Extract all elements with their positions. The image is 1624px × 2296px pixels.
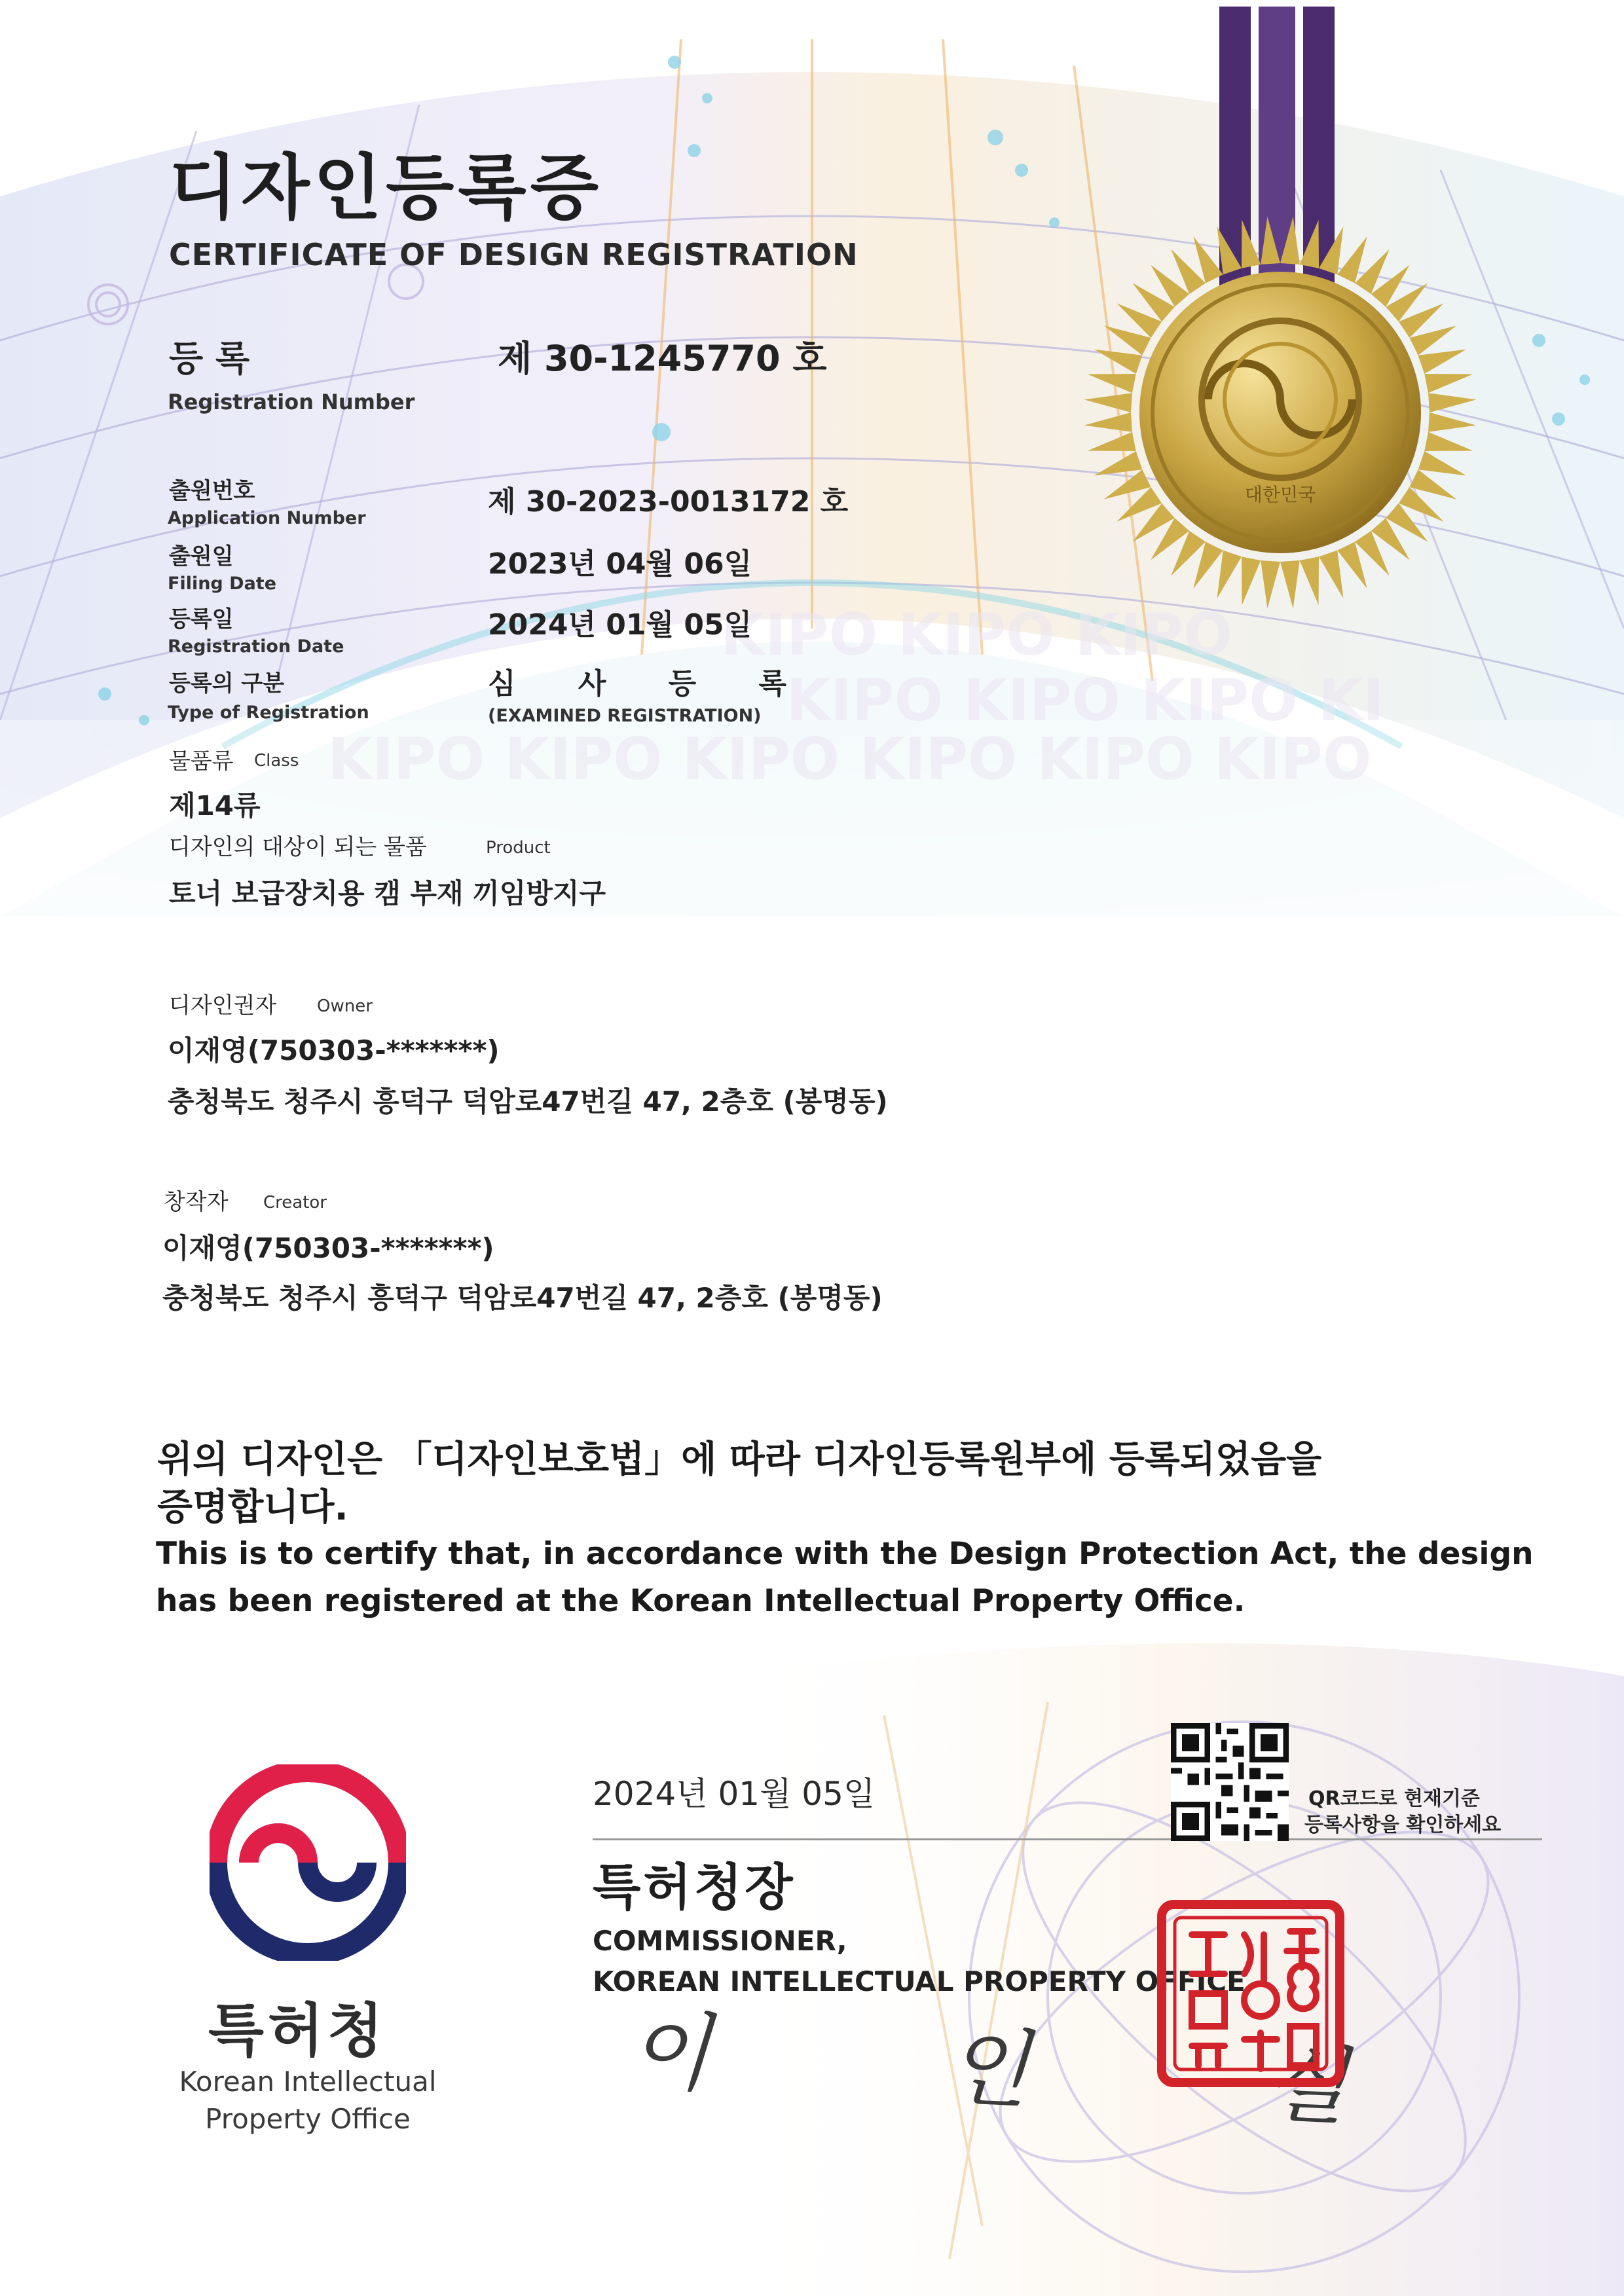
owner-address: 충청북도 청주시 흥덕구 덕암로47번길 47, 2층호 (봉명동) bbox=[168, 1085, 888, 1118]
certificate-title: 디자인등록증 bbox=[169, 147, 602, 229]
owner-label-en: Owner bbox=[317, 996, 373, 1016]
product-label: 디자인의 대상이 되는 물품 bbox=[169, 834, 427, 860]
class-value: 제14류 bbox=[169, 790, 261, 822]
qr-note-line1: QR코드로 현재기준 bbox=[1308, 1787, 1480, 1810]
issue-date: 2024년 01월 05일 bbox=[593, 1775, 876, 1813]
class-label-en: Class bbox=[254, 751, 299, 771]
filing-date: 2023년 04월 06일 bbox=[488, 547, 752, 581]
commissioner-title-ko: 특허청장 bbox=[593, 1858, 796, 1916]
application-number: 제 30-2023-0013172 호 bbox=[488, 485, 849, 519]
certification-ko-line2: 증명합니다. bbox=[157, 1486, 348, 1529]
gold-medal-seal bbox=[1077, 210, 1483, 615]
commissioner-title-en-line1: COMMISSIONER, bbox=[593, 1925, 847, 1957]
commissioner-signature: 이 인 실 bbox=[626, 2000, 1455, 2143]
creator-address: 충청북도 청주시 흥덕구 덕암로47번길 47, 2층호 (봉명동) bbox=[162, 1282, 883, 1314]
kipo-logo-icon bbox=[210, 1764, 406, 1961]
type-label: 등록의 구분 bbox=[169, 670, 285, 697]
qr-note-line2: 등록사항을 확인하세요 bbox=[1304, 1813, 1502, 1836]
medal-text: 대한민국 bbox=[1244, 484, 1316, 505]
certificate-subtitle: CERTIFICATE OF DESIGN REGISTRATION bbox=[169, 237, 858, 272]
svg-text:KIPO KIPO KIPO KI: KIPO KIPO KIPO KI bbox=[786, 666, 1384, 734]
application-label-en: Application Number bbox=[168, 508, 366, 528]
type-label-en: Type of Registration bbox=[168, 702, 369, 723]
official-red-seal bbox=[1153, 1895, 1349, 2092]
type-value: 심 사 등 록 bbox=[488, 667, 813, 701]
filing-label: 출원일 bbox=[169, 543, 234, 570]
certification-en-line1: This is to certify that, in accordance with the Design Protection Act, the design bbox=[156, 1536, 1534, 1572]
creator-label: 창작자 bbox=[164, 1189, 229, 1215]
registration-label: 등 록 bbox=[169, 338, 250, 379]
owner-name: 이재영(750303-*******) bbox=[168, 1034, 500, 1066]
certification-en-line2: has been registered at the Korean Intellectual Property Office. bbox=[156, 1583, 1246, 1619]
creator-label-en: Creator bbox=[263, 1193, 327, 1212]
type-value-en: (EXAMINED REGISTRATION) bbox=[488, 706, 762, 726]
divider-line bbox=[593, 1838, 1542, 1840]
product-value: 토너 보급장치용 캠 부재 끼임방지구 bbox=[169, 877, 606, 909]
commissioner-title-en-line2: KOREAN INTELLECTUAL PROPERTY OFFICE bbox=[593, 1965, 1246, 1997]
logo-english-line1: Korean Intellectual bbox=[179, 2066, 437, 2098]
registration-date: 2024년 01월 05일 bbox=[488, 608, 752, 642]
qr-code-icon bbox=[1171, 1723, 1289, 1841]
logo-english-line2: Property Office bbox=[205, 2103, 411, 2135]
svg-text:KIPO KIPO KIPO KIPO KIPO KIPO: KIPO KIPO KIPO KIPO KIPO KIPO bbox=[327, 725, 1372, 793]
class-label: 물품류 bbox=[169, 748, 234, 774]
logo-korean-name: 특허청 bbox=[208, 1997, 388, 2064]
product-label-en: Product bbox=[486, 838, 551, 858]
registration-date-label-en: Registration Date bbox=[168, 636, 344, 657]
registration-date-label: 등록일 bbox=[169, 606, 234, 632]
registration-label-en: Registration Number bbox=[168, 390, 415, 414]
filing-label-en: Filing Date bbox=[168, 574, 277, 594]
creator-name: 이재영(750303-*******) bbox=[162, 1232, 494, 1264]
registration-number: 제 30-1245770 호 bbox=[498, 338, 827, 379]
application-label: 출원번호 bbox=[169, 478, 255, 504]
owner-label: 디자인권자 bbox=[169, 993, 277, 1019]
certification-ko-line1: 위의 디자인은 「디자인보호법」에 따라 디자인등록원부에 등록되었음을 bbox=[157, 1438, 1322, 1481]
svg-text:KIPO KIPO KIPO: KIPO KIPO KIPO bbox=[720, 601, 1232, 668]
